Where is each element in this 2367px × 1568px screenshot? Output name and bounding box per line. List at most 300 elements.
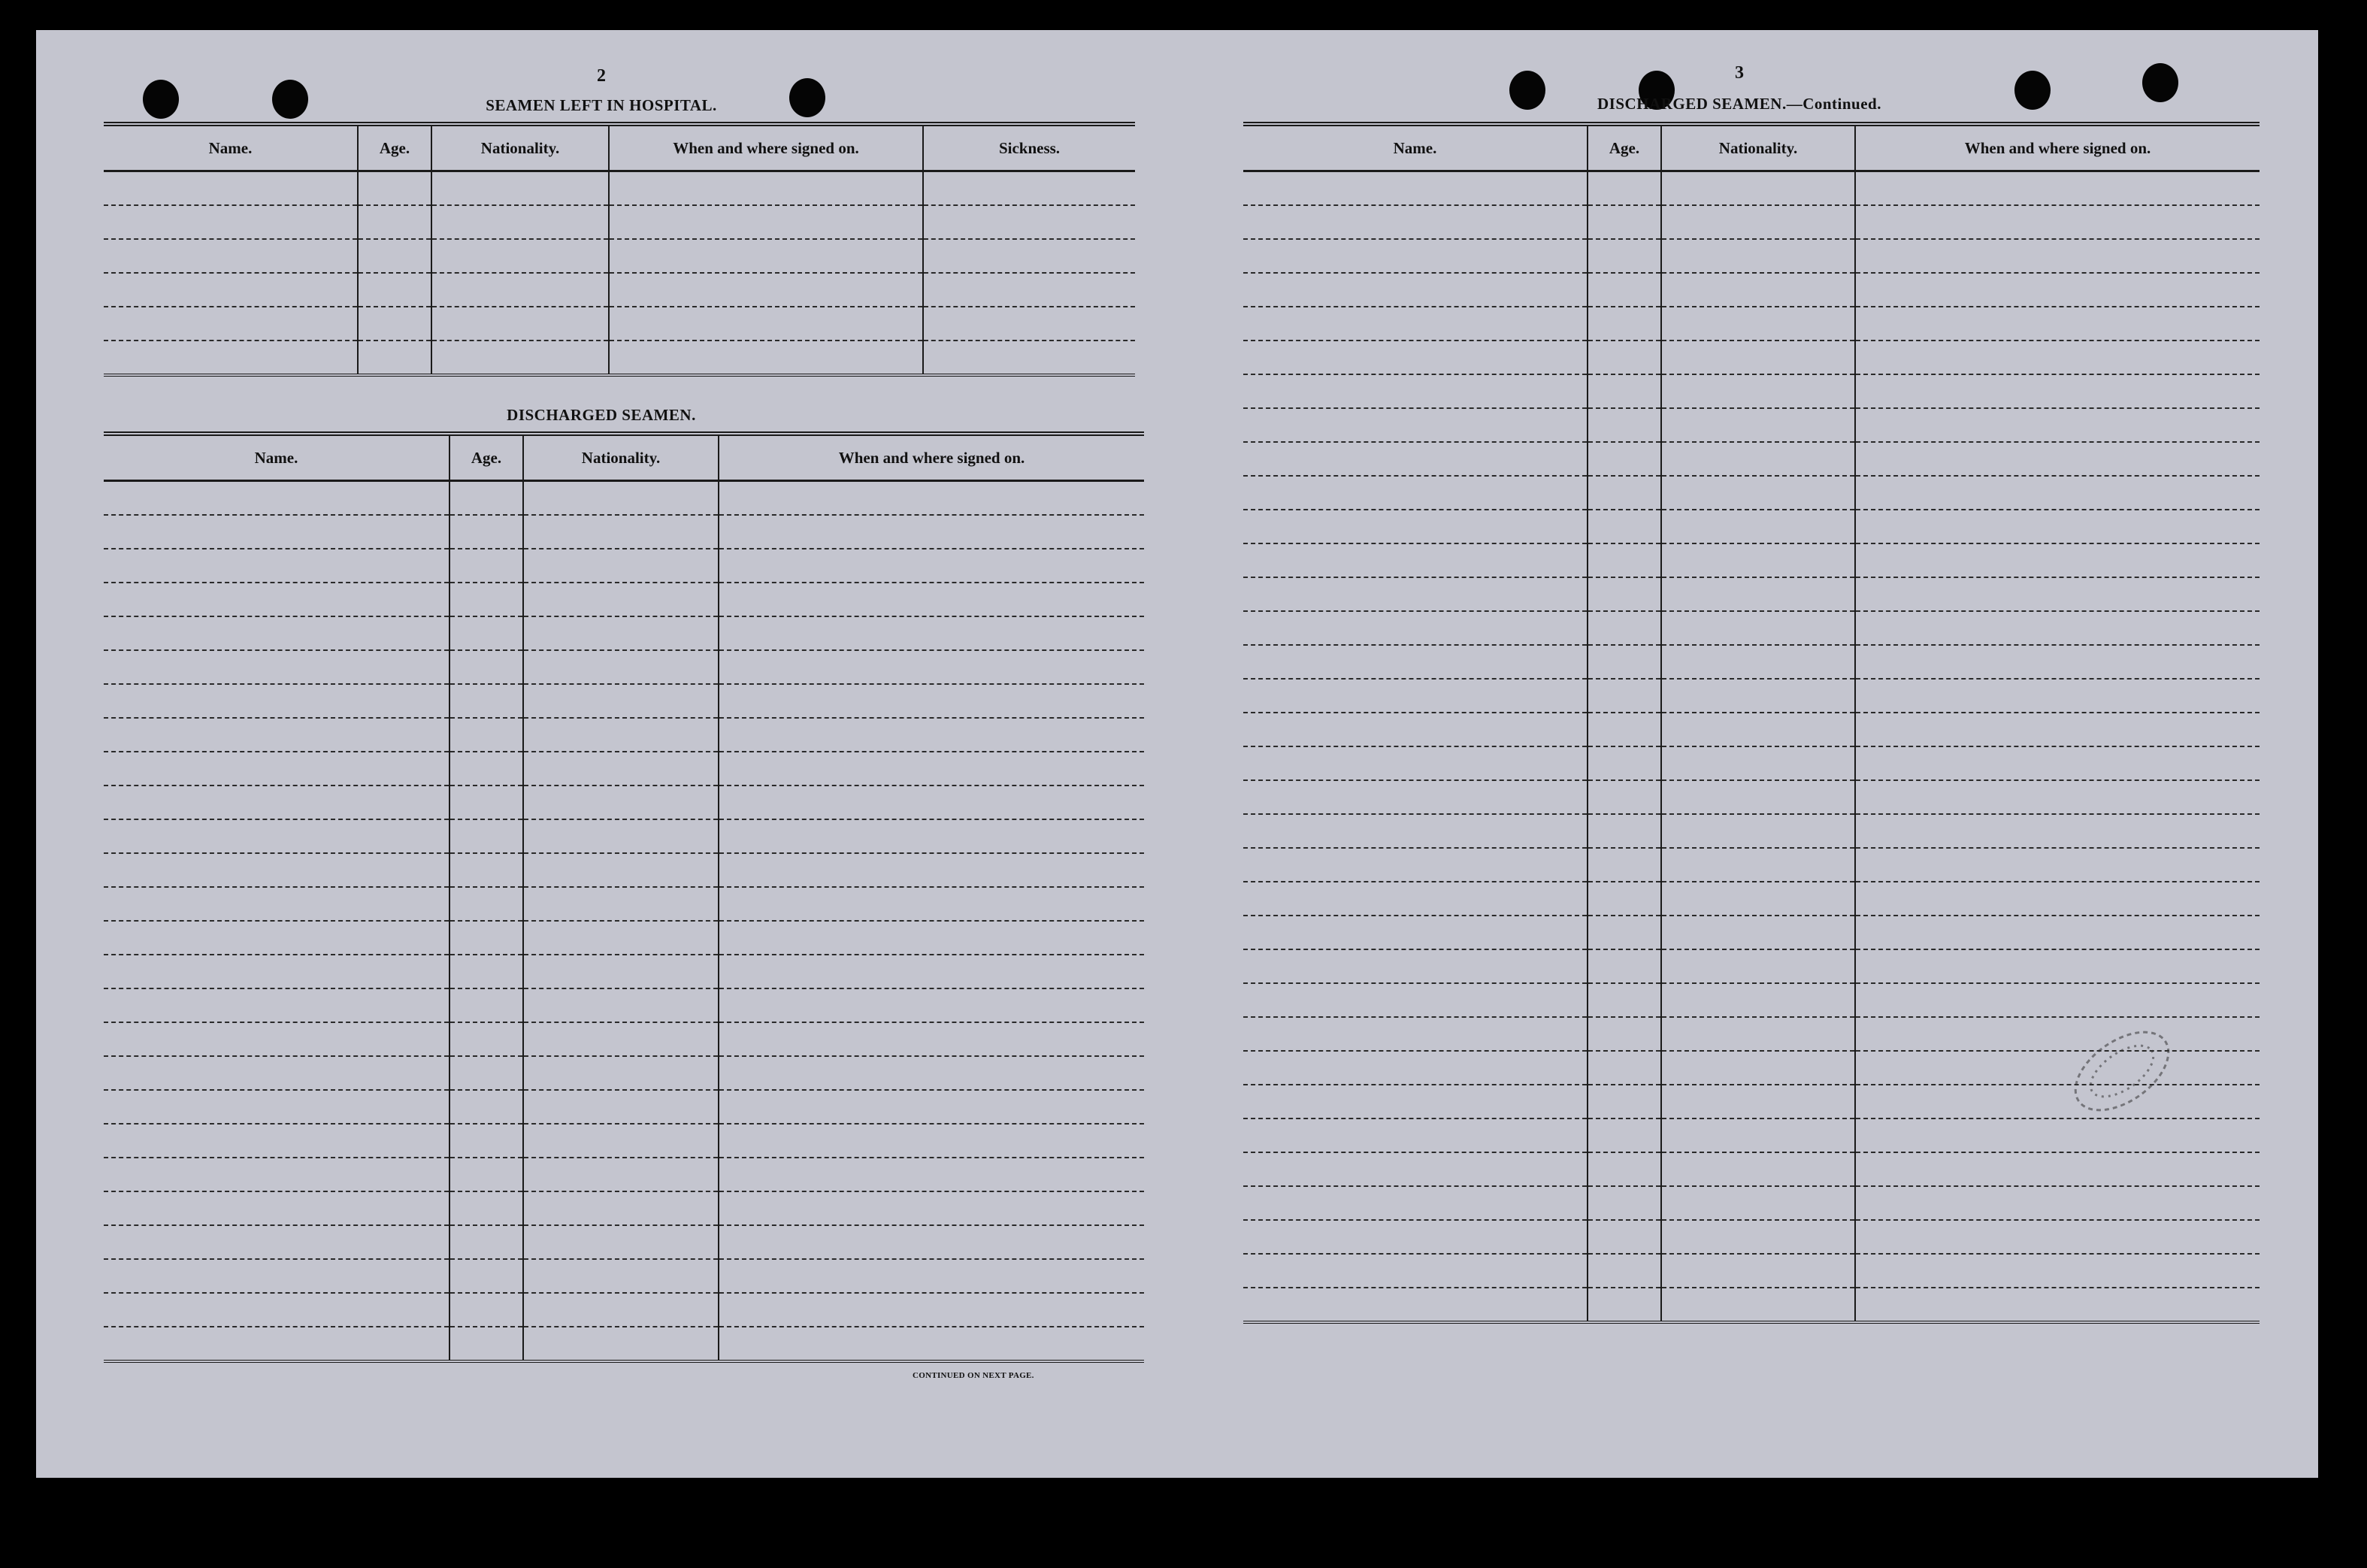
table-row bbox=[1243, 713, 2260, 746]
blank-cell bbox=[1588, 746, 1661, 780]
blank-cell bbox=[1661, 949, 1855, 983]
blank-cell bbox=[1588, 273, 1661, 307]
blank-cell bbox=[1661, 341, 1855, 374]
discharged-seamen-continued-table bbox=[1243, 122, 2260, 1324]
blank-cell bbox=[449, 1327, 523, 1361]
blank-cell bbox=[1243, 916, 1588, 949]
blank-cell bbox=[1855, 408, 2260, 442]
blank-cell bbox=[1588, 374, 1661, 408]
blank-cell bbox=[1588, 814, 1661, 848]
blank-cell bbox=[719, 1056, 1144, 1090]
blank-cell bbox=[1661, 1152, 1855, 1186]
blank-cell bbox=[523, 786, 719, 819]
blank-cell bbox=[1588, 341, 1661, 374]
blank-cell bbox=[104, 205, 358, 239]
blank-cell bbox=[1243, 746, 1588, 780]
blank-cell bbox=[104, 988, 449, 1022]
blank-cell bbox=[1588, 983, 1661, 1017]
blank-cell bbox=[449, 1259, 523, 1293]
blank-cell bbox=[1855, 1152, 2260, 1186]
blank-cell bbox=[449, 819, 523, 853]
blank-cell bbox=[1855, 476, 2260, 510]
blank-cell bbox=[1855, 746, 2260, 780]
blank-cell bbox=[1855, 814, 2260, 848]
blank-cell bbox=[1661, 510, 1855, 543]
blank-cell bbox=[1855, 780, 2260, 814]
continued-note: CONTINUED ON NEXT PAGE. bbox=[913, 1371, 1034, 1380]
blank-cell bbox=[1855, 848, 2260, 882]
blank-cell bbox=[523, 1090, 719, 1124]
blank-cell bbox=[1855, 1186, 2260, 1220]
blank-cell bbox=[1243, 1017, 1588, 1051]
blank-cell bbox=[449, 752, 523, 786]
blank-cell bbox=[104, 1259, 449, 1293]
blank-cell bbox=[1661, 1085, 1855, 1118]
blank-cell bbox=[1588, 239, 1661, 273]
blank-cell bbox=[104, 1124, 449, 1158]
blank-cell bbox=[1855, 510, 2260, 543]
blank-cell bbox=[449, 1124, 523, 1158]
blank-cell bbox=[1855, 341, 2260, 374]
blank-cell bbox=[449, 583, 523, 616]
blank-cell bbox=[1661, 713, 1855, 746]
table-row bbox=[104, 1022, 1144, 1056]
column-header: Age. bbox=[449, 434, 523, 481]
blank-cell bbox=[719, 481, 1144, 516]
blank-cell bbox=[719, 583, 1144, 616]
blank-cell bbox=[523, 684, 719, 718]
blank-cell bbox=[104, 752, 449, 786]
blank-cell bbox=[523, 1191, 719, 1225]
blank-cell bbox=[1243, 239, 1588, 273]
blank-cell bbox=[1855, 1220, 2260, 1254]
blank-cell bbox=[523, 887, 719, 921]
table-header-row bbox=[104, 124, 1135, 171]
table-row bbox=[1243, 814, 2260, 848]
blank-cell bbox=[1588, 205, 1661, 239]
blank-cell bbox=[1243, 510, 1588, 543]
blank-cell bbox=[104, 718, 449, 752]
column-header: When and where signed on. bbox=[1855, 124, 2260, 171]
blank-cell bbox=[1243, 949, 1588, 983]
blank-cell bbox=[1588, 645, 1661, 679]
column-header: When and where signed on. bbox=[609, 124, 923, 171]
blank-cell bbox=[719, 1327, 1144, 1361]
table-row bbox=[1243, 848, 2260, 882]
table-row bbox=[1243, 1186, 2260, 1220]
blank-cell bbox=[1588, 543, 1661, 577]
blank-cell bbox=[104, 583, 449, 616]
blank-cell bbox=[1243, 1085, 1588, 1118]
blank-cell bbox=[1855, 645, 2260, 679]
blank-cell bbox=[449, 1225, 523, 1259]
blank-cell bbox=[523, 481, 719, 516]
blank-cell bbox=[431, 171, 609, 206]
table-row bbox=[104, 921, 1144, 955]
table-row bbox=[1243, 408, 2260, 442]
blank-cell bbox=[1243, 780, 1588, 814]
blank-cell bbox=[449, 887, 523, 921]
blank-cell bbox=[449, 616, 523, 650]
blank-cell bbox=[358, 171, 431, 206]
blank-cell bbox=[1243, 1186, 1588, 1220]
column-header: Nationality. bbox=[523, 434, 719, 481]
blank-cell bbox=[1243, 577, 1588, 611]
blank-cell bbox=[1855, 442, 2260, 476]
blank-cell bbox=[449, 1158, 523, 1191]
blank-cell bbox=[358, 307, 431, 341]
blank-cell bbox=[1243, 983, 1588, 1017]
table-row bbox=[1243, 1220, 2260, 1254]
column-header: Name. bbox=[104, 434, 449, 481]
blank-cell bbox=[719, 1022, 1144, 1056]
blank-cell bbox=[431, 239, 609, 273]
table-row bbox=[1243, 916, 2260, 949]
blank-cell bbox=[449, 650, 523, 684]
table-row bbox=[104, 955, 1144, 988]
table-row bbox=[104, 307, 1135, 341]
blank-cell bbox=[449, 921, 523, 955]
blank-cell bbox=[449, 684, 523, 718]
table-row bbox=[1243, 239, 2260, 273]
blank-cell bbox=[104, 341, 358, 375]
blank-cell bbox=[523, 549, 719, 583]
blank-cell bbox=[1661, 611, 1855, 645]
table-row bbox=[104, 481, 1144, 516]
column-header: Nationality. bbox=[1661, 124, 1855, 171]
blank-cell bbox=[1855, 1085, 2260, 1118]
blank-cell bbox=[1243, 374, 1588, 408]
blank-cell bbox=[104, 955, 449, 988]
blank-cell bbox=[104, 921, 449, 955]
blank-cell bbox=[449, 1022, 523, 1056]
blank-cell bbox=[104, 684, 449, 718]
blank-cell bbox=[1855, 543, 2260, 577]
blank-cell bbox=[1855, 1051, 2260, 1085]
blank-cell bbox=[104, 171, 358, 206]
blank-cell bbox=[523, 988, 719, 1022]
blank-cell bbox=[1661, 679, 1855, 713]
blank-cell bbox=[104, 481, 449, 516]
blank-cell bbox=[1243, 1152, 1588, 1186]
blank-cell bbox=[104, 650, 449, 684]
table-row bbox=[1243, 374, 2260, 408]
punch-hole bbox=[2014, 71, 2051, 110]
table-row bbox=[104, 853, 1144, 887]
column-header: Nationality. bbox=[431, 124, 609, 171]
table-row bbox=[104, 718, 1144, 752]
seamen-left-in-hospital-table bbox=[104, 122, 1135, 377]
blank-cell bbox=[104, 1090, 449, 1124]
blank-cell bbox=[1243, 341, 1588, 374]
blank-cell bbox=[358, 341, 431, 375]
table-row bbox=[104, 239, 1135, 273]
table-row bbox=[104, 887, 1144, 921]
blank-cell bbox=[1855, 1017, 2260, 1051]
blank-cell bbox=[523, 1022, 719, 1056]
blank-cell bbox=[1243, 1118, 1588, 1152]
blank-cell bbox=[719, 1293, 1144, 1327]
blank-cell bbox=[1588, 577, 1661, 611]
blank-cell bbox=[104, 1225, 449, 1259]
blank-cell bbox=[719, 1191, 1144, 1225]
discharged-section-title: DISCHARGED SEAMEN. bbox=[507, 406, 696, 424]
blank-cell bbox=[449, 955, 523, 988]
blank-cell bbox=[523, 616, 719, 650]
table-row bbox=[1243, 882, 2260, 916]
blank-cell bbox=[1243, 307, 1588, 341]
faint-stamp bbox=[2058, 1015, 2186, 1128]
blank-cell bbox=[523, 752, 719, 786]
blank-cell bbox=[1661, 1118, 1855, 1152]
punch-hole bbox=[2142, 63, 2178, 102]
blank-cell bbox=[1661, 1254, 1855, 1288]
blank-cell bbox=[104, 1293, 449, 1327]
blank-cell bbox=[431, 273, 609, 307]
blank-cell bbox=[923, 239, 1135, 273]
table-row bbox=[1243, 780, 2260, 814]
table-row bbox=[104, 1191, 1144, 1225]
blank-cell bbox=[923, 273, 1135, 307]
blank-cell bbox=[104, 307, 358, 341]
blank-cell bbox=[1243, 848, 1588, 882]
blank-cell bbox=[1855, 916, 2260, 949]
document-sheet bbox=[36, 30, 2318, 1478]
blank-cell bbox=[1588, 848, 1661, 882]
blank-cell bbox=[1661, 1051, 1855, 1085]
table-row bbox=[104, 988, 1144, 1022]
blank-cell bbox=[1855, 882, 2260, 916]
blank-cell bbox=[1661, 814, 1855, 848]
table-row bbox=[1243, 307, 2260, 341]
blank-cell bbox=[449, 549, 523, 583]
blank-cell bbox=[1588, 1186, 1661, 1220]
blank-cell bbox=[719, 1259, 1144, 1293]
blank-cell bbox=[1588, 679, 1661, 713]
blank-cell bbox=[1661, 374, 1855, 408]
blank-cell bbox=[1855, 1118, 2260, 1152]
blank-cell bbox=[1243, 679, 1588, 713]
table-row bbox=[104, 1225, 1144, 1259]
blank-cell bbox=[1243, 476, 1588, 510]
hospital-section-title: SEAMEN LEFT IN HOSPITAL. bbox=[486, 96, 717, 114]
table-row bbox=[104, 1158, 1144, 1191]
blank-cell bbox=[1855, 205, 2260, 239]
blank-cell bbox=[1588, 1017, 1661, 1051]
blank-cell bbox=[1243, 171, 1588, 206]
blank-cell bbox=[1855, 273, 2260, 307]
blank-cell bbox=[1661, 577, 1855, 611]
blank-cell bbox=[523, 1293, 719, 1327]
blank-cell bbox=[1661, 1288, 1855, 1322]
table-row bbox=[104, 1124, 1144, 1158]
blank-cell bbox=[1661, 1220, 1855, 1254]
blank-cell bbox=[719, 549, 1144, 583]
blank-cell bbox=[1855, 949, 2260, 983]
punch-hole bbox=[789, 78, 825, 117]
blank-cell bbox=[1588, 949, 1661, 983]
discharged-continued-title: DISCHARGED SEAMEN.—Continued. bbox=[1597, 95, 1881, 113]
blank-cell bbox=[1661, 307, 1855, 341]
blank-cell bbox=[1661, 645, 1855, 679]
blank-cell bbox=[719, 1090, 1144, 1124]
blank-cell bbox=[1243, 814, 1588, 848]
blank-cell bbox=[1588, 307, 1661, 341]
blank-cell bbox=[719, 1225, 1144, 1259]
blank-cell bbox=[719, 819, 1144, 853]
table-row bbox=[104, 273, 1135, 307]
table-row bbox=[104, 752, 1144, 786]
blank-cell bbox=[1588, 713, 1661, 746]
blank-cell bbox=[1855, 171, 2260, 206]
table-row bbox=[104, 1056, 1144, 1090]
table-row bbox=[1243, 205, 2260, 239]
blank-cell bbox=[1855, 577, 2260, 611]
blank-cell bbox=[358, 239, 431, 273]
table-row bbox=[104, 1259, 1144, 1293]
table-row bbox=[104, 650, 1144, 684]
table-header-row bbox=[1243, 124, 2260, 171]
blank-cell bbox=[1588, 1118, 1661, 1152]
column-header: Sickness. bbox=[923, 124, 1135, 171]
blank-cell bbox=[719, 887, 1144, 921]
blank-cell bbox=[719, 650, 1144, 684]
blank-cell bbox=[719, 752, 1144, 786]
table-row bbox=[104, 583, 1144, 616]
blank-cell bbox=[1855, 374, 2260, 408]
blank-cell bbox=[719, 616, 1144, 650]
blank-cell bbox=[1661, 171, 1855, 206]
blank-cell bbox=[1661, 848, 1855, 882]
blank-cell bbox=[1855, 1254, 2260, 1288]
blank-cell bbox=[104, 786, 449, 819]
table-row bbox=[104, 1327, 1144, 1361]
blank-cell bbox=[1588, 1085, 1661, 1118]
table-row bbox=[104, 786, 1144, 819]
table-row bbox=[1243, 1254, 2260, 1288]
blank-cell bbox=[431, 307, 609, 341]
blank-cell bbox=[523, 1259, 719, 1293]
table-row bbox=[1243, 983, 2260, 1017]
table-row bbox=[104, 549, 1144, 583]
blank-cell bbox=[1661, 239, 1855, 273]
blank-cell bbox=[104, 239, 358, 273]
blank-cell bbox=[449, 853, 523, 887]
blank-cell bbox=[1855, 1288, 2260, 1322]
blank-cell bbox=[609, 307, 923, 341]
blank-cell bbox=[523, 583, 719, 616]
punch-hole bbox=[272, 80, 308, 119]
blank-cell bbox=[1588, 476, 1661, 510]
table-row bbox=[1243, 273, 2260, 307]
blank-cell bbox=[1661, 1017, 1855, 1051]
column-header: Name. bbox=[104, 124, 358, 171]
blank-cell bbox=[719, 988, 1144, 1022]
table-row bbox=[1243, 442, 2260, 476]
blank-cell bbox=[449, 786, 523, 819]
blank-cell bbox=[1243, 442, 1588, 476]
table-row bbox=[1243, 746, 2260, 780]
blank-cell bbox=[719, 718, 1144, 752]
blank-cell bbox=[1661, 442, 1855, 476]
blank-cell bbox=[523, 955, 719, 988]
left-page-number: 2 bbox=[597, 66, 606, 86]
blank-cell bbox=[1588, 611, 1661, 645]
blank-cell bbox=[104, 515, 449, 549]
blank-cell bbox=[523, 718, 719, 752]
blank-cell bbox=[104, 819, 449, 853]
blank-cell bbox=[1661, 746, 1855, 780]
blank-cell bbox=[719, 786, 1144, 819]
blank-cell bbox=[1661, 780, 1855, 814]
blank-cell bbox=[1588, 442, 1661, 476]
table-row bbox=[1243, 510, 2260, 543]
blank-cell bbox=[523, 650, 719, 684]
blank-cell bbox=[1588, 916, 1661, 949]
blank-cell bbox=[523, 1124, 719, 1158]
table-header-row bbox=[104, 434, 1144, 481]
blank-cell bbox=[1661, 543, 1855, 577]
column-header: Name. bbox=[1243, 124, 1588, 171]
blank-cell bbox=[1588, 1051, 1661, 1085]
blank-cell bbox=[1661, 408, 1855, 442]
blank-cell bbox=[104, 887, 449, 921]
blank-cell bbox=[1243, 1288, 1588, 1322]
blank-cell bbox=[523, 1158, 719, 1191]
blank-cell bbox=[1243, 611, 1588, 645]
blank-cell bbox=[1243, 205, 1588, 239]
blank-cell bbox=[1588, 1254, 1661, 1288]
blank-cell bbox=[719, 1158, 1144, 1191]
blank-cell bbox=[1588, 510, 1661, 543]
blank-cell bbox=[449, 1090, 523, 1124]
blank-cell bbox=[431, 205, 609, 239]
blank-cell bbox=[1243, 882, 1588, 916]
blank-cell bbox=[449, 1056, 523, 1090]
blank-cell bbox=[1661, 916, 1855, 949]
blank-cell bbox=[1855, 713, 2260, 746]
blank-cell bbox=[1588, 171, 1661, 206]
blank-cell bbox=[431, 341, 609, 375]
blank-cell bbox=[1588, 408, 1661, 442]
blank-cell bbox=[1855, 679, 2260, 713]
blank-cell bbox=[449, 988, 523, 1022]
table-row bbox=[1243, 341, 2260, 374]
blank-cell bbox=[1243, 273, 1588, 307]
blank-cell bbox=[1855, 239, 2260, 273]
blank-cell bbox=[1855, 307, 2260, 341]
table-row bbox=[104, 1293, 1144, 1327]
blank-cell bbox=[449, 718, 523, 752]
table-row bbox=[1243, 611, 2260, 645]
table-row bbox=[104, 171, 1135, 206]
blank-cell bbox=[609, 273, 923, 307]
blank-cell bbox=[1588, 1220, 1661, 1254]
blank-cell bbox=[449, 481, 523, 516]
blank-cell bbox=[719, 515, 1144, 549]
blank-cell bbox=[523, 819, 719, 853]
blank-cell bbox=[609, 341, 923, 375]
table-row bbox=[104, 1090, 1144, 1124]
blank-cell bbox=[609, 205, 923, 239]
blank-cell bbox=[523, 515, 719, 549]
blank-cell bbox=[923, 341, 1135, 375]
table-row bbox=[104, 616, 1144, 650]
blank-cell bbox=[1661, 882, 1855, 916]
table-row bbox=[104, 515, 1144, 549]
blank-cell bbox=[1588, 780, 1661, 814]
blank-cell bbox=[1243, 1051, 1588, 1085]
